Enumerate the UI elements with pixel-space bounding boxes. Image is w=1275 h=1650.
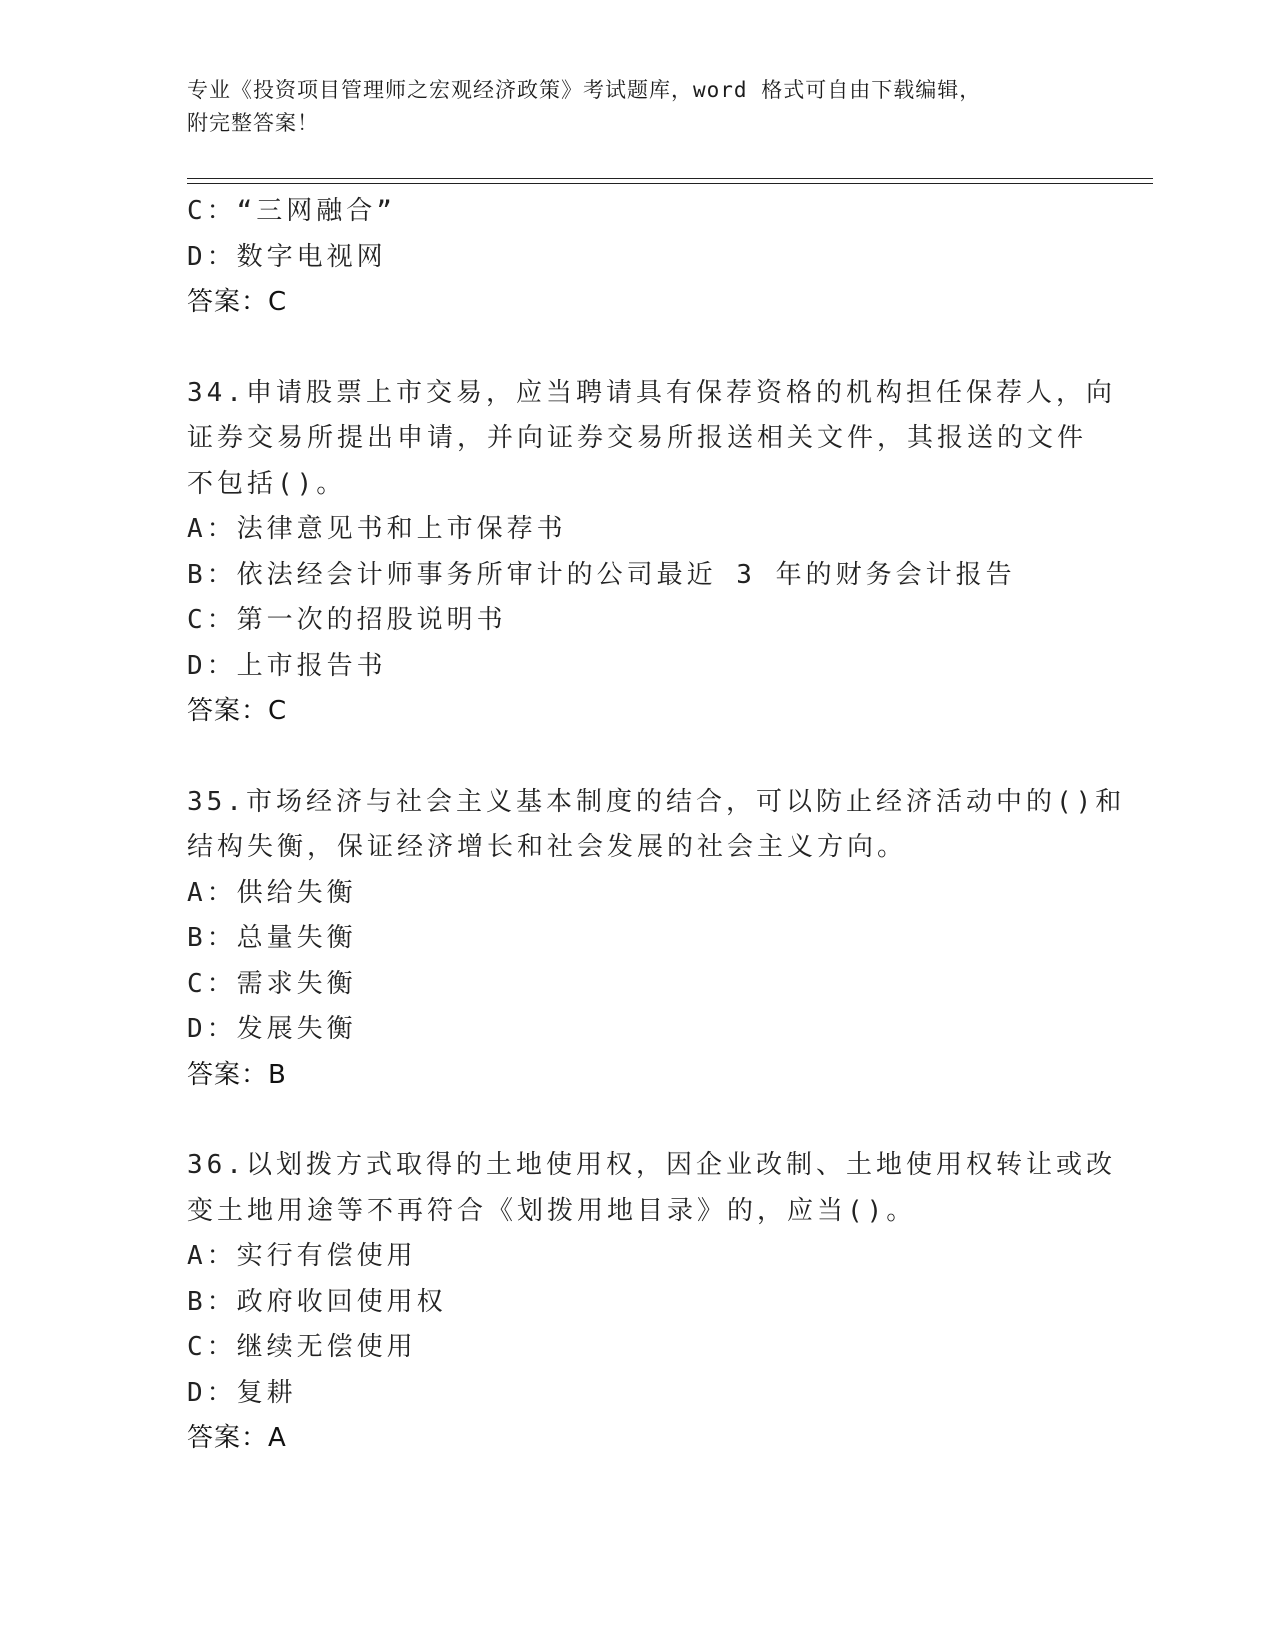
answer: 答案：C	[187, 287, 288, 317]
question-stem-line: 34.申请股票上市交易，应当聘请具有保荐资格的机构担任保荐人，向	[187, 377, 1116, 408]
spacer	[187, 1098, 1087, 1143]
option-d: D：复耕	[187, 1377, 297, 1408]
option-d: D：发展失衡	[187, 1014, 357, 1044]
option-b: B：政府收回使用权	[187, 1286, 447, 1317]
header-line-1: 专业《投资项目管理师之宏观经济政策》考试题库，word 格式可自由下载编辑，	[187, 78, 982, 102]
question-34	[187, 371, 1116, 735]
option-c: C：继续无偿使用	[187, 1332, 417, 1362]
option-a: A：法律意见书和上市保荐书	[187, 514, 567, 544]
option-a: A：供给失衡	[187, 877, 357, 908]
document-header	[187, 74, 1087, 140]
question-35	[187, 780, 1126, 1099]
option-c: C：“三网融合”	[187, 196, 396, 226]
option-b: B：总量失衡	[187, 923, 357, 953]
spacer	[187, 735, 1087, 780]
option-a: A：实行有偿使用	[187, 1241, 417, 1271]
option-c: C：第一次的招股说明书	[187, 605, 507, 635]
question-36	[187, 1143, 1116, 1462]
question-stem-line: 变土地用途等不再符合《划拨用地目录》的，应当()。	[187, 1195, 917, 1226]
option-b: B：依法经会计师事务所审计的公司最近 3 年的财务会计报告	[187, 559, 1016, 590]
option-d: D：数字电视网	[187, 241, 387, 272]
question-content	[187, 189, 1126, 1462]
header-divider-top	[187, 178, 1153, 179]
question-stem-line: 证券交易所提出申请，并向证券交易所报送相关文件，其报送的文件	[187, 423, 1088, 453]
answer: 答案：B	[187, 1059, 287, 1090]
header-divider-bottom	[187, 183, 1153, 184]
answer: 答案：C	[187, 696, 288, 726]
answer: 答案：A	[187, 1423, 287, 1453]
spacer	[187, 326, 1087, 371]
question-stem-line: 结构失衡，保证经济增长和社会发展的社会主义方向。	[187, 832, 908, 862]
option-d: D：上市报告书	[187, 650, 387, 681]
header-line-2: 附完整答案！	[187, 111, 319, 135]
question-stem-line: 不包括()。	[187, 468, 347, 499]
question-stem-line: 35.市场经济与社会主义基本制度的结合，可以防止经济活动中的()和	[187, 786, 1126, 817]
option-c: C：需求失衡	[187, 968, 357, 999]
question-stem-line: 36.以划拨方式取得的土地使用权，因企业改制、土地使用权转让或改	[187, 1150, 1116, 1180]
previous-question-tail	[187, 189, 1087, 326]
